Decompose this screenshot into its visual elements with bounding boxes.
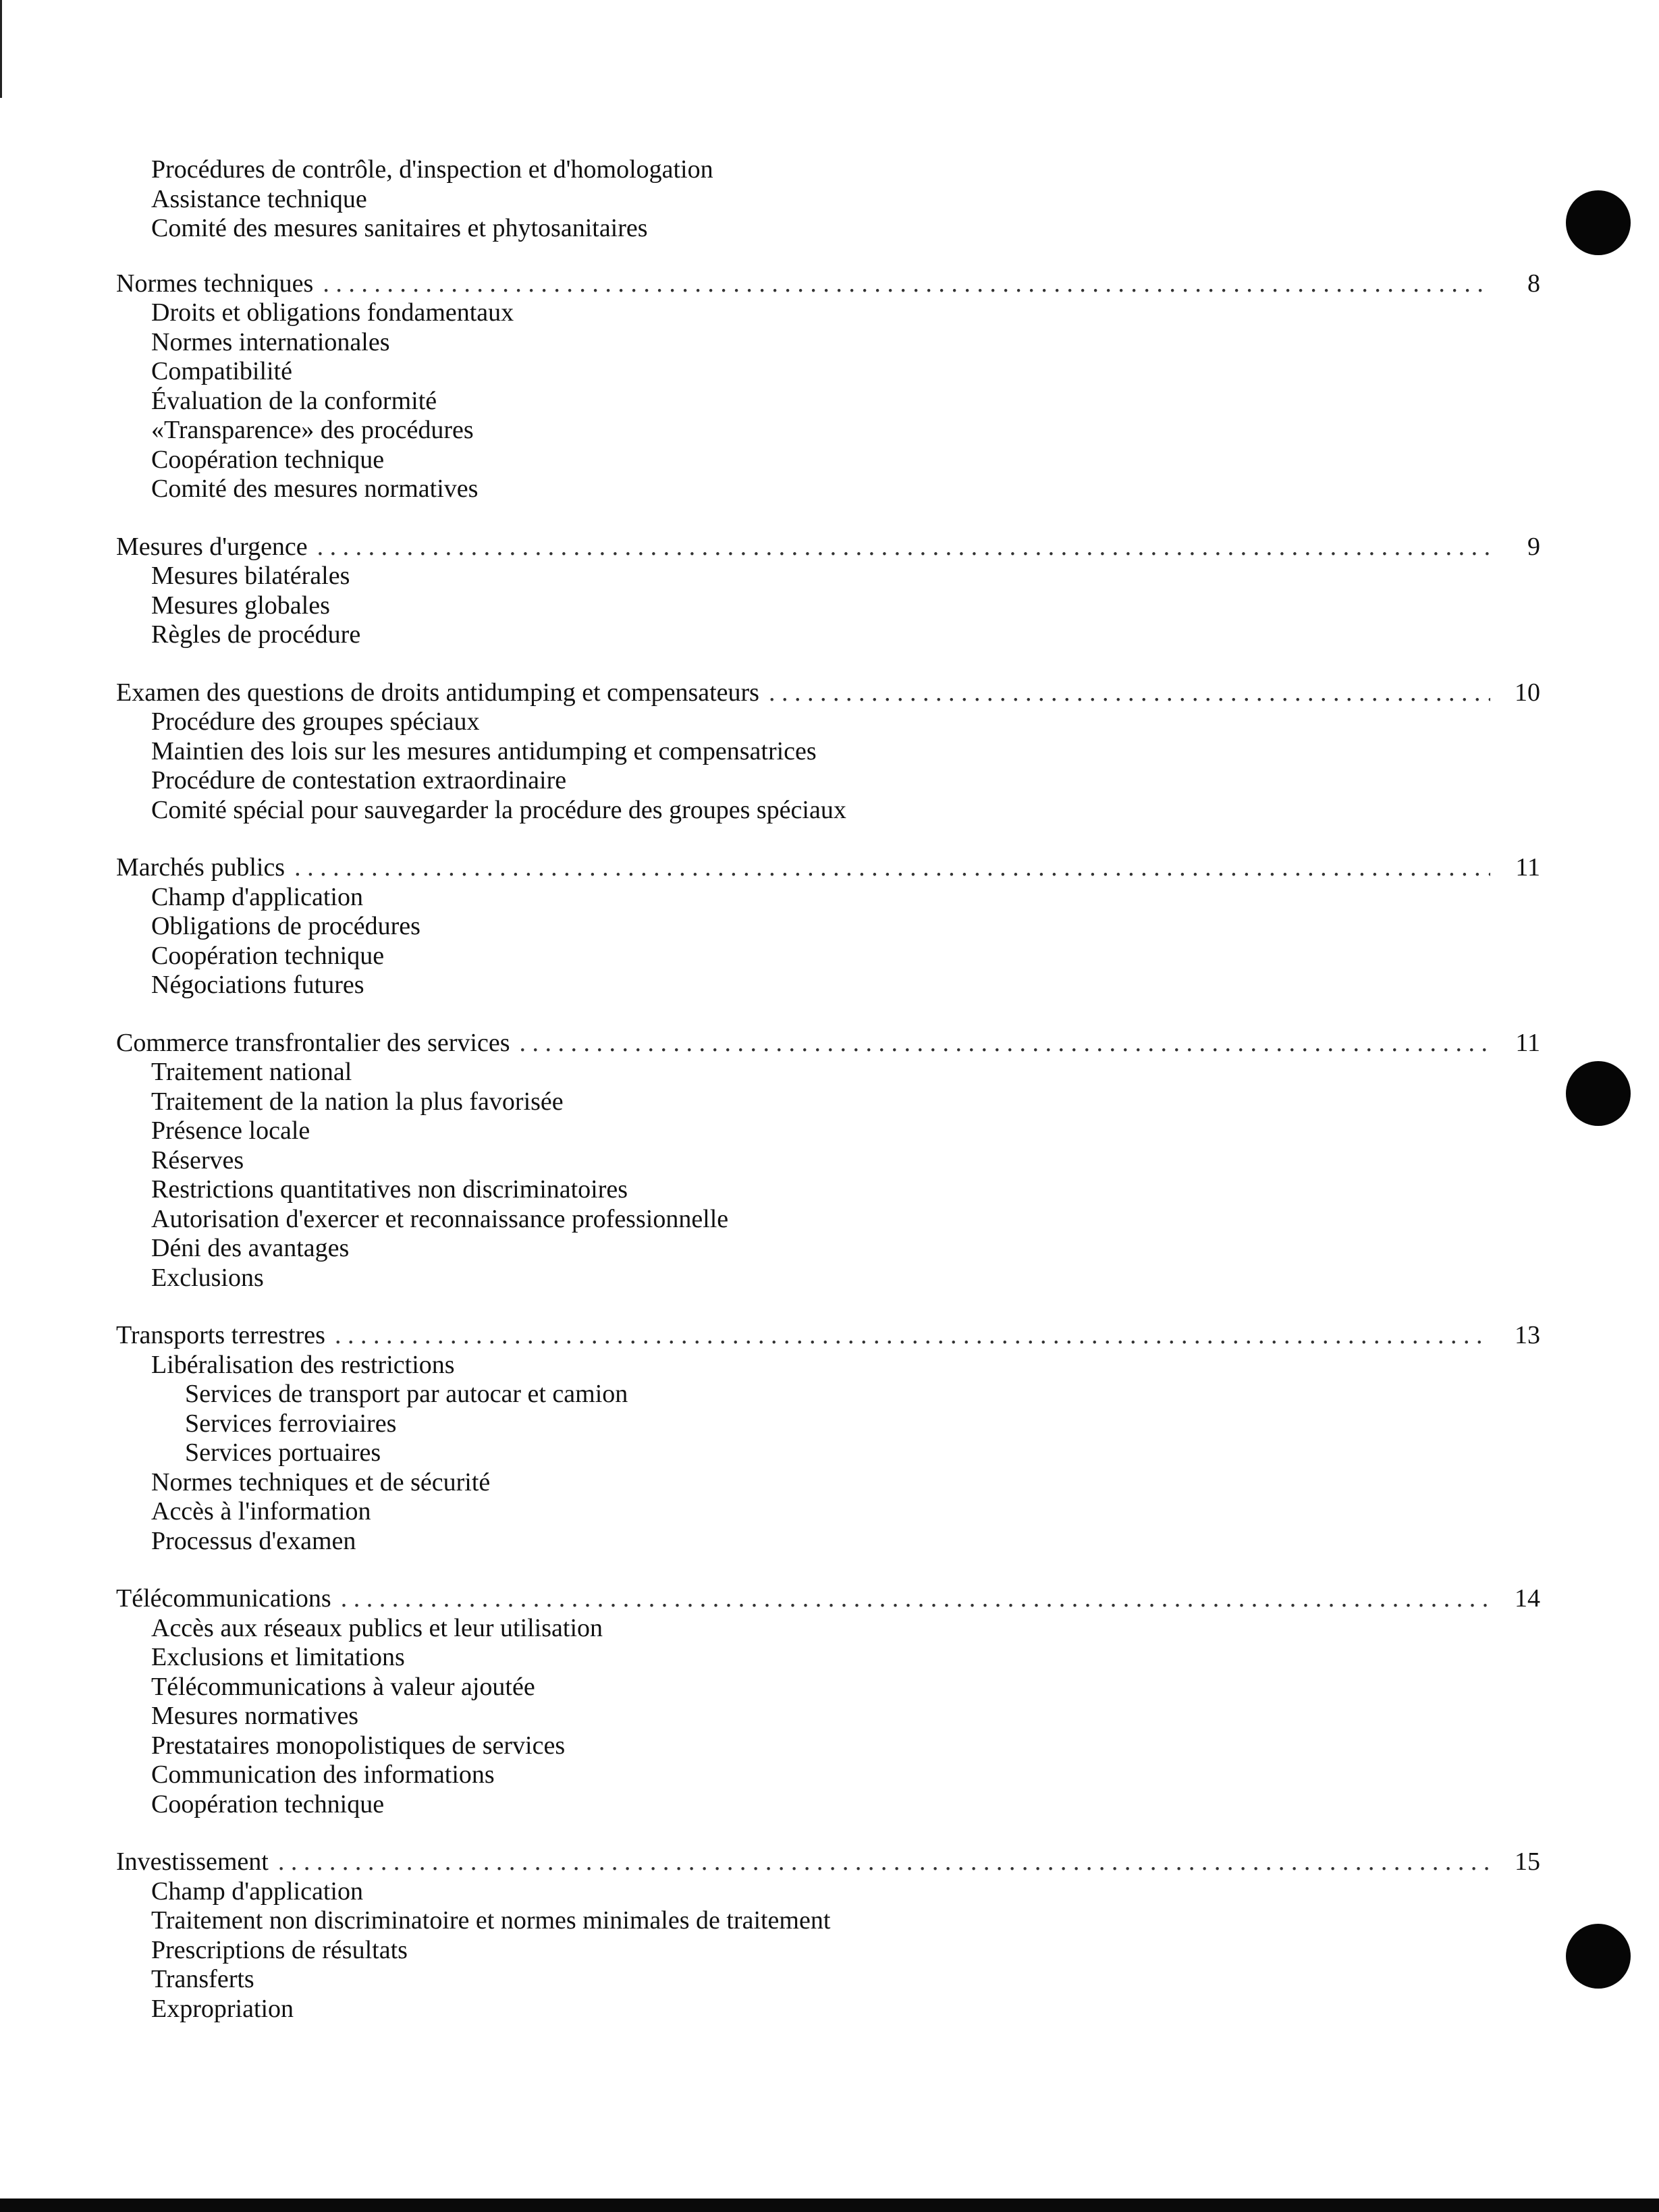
toc-item[interactable]: Communication des informations: [151, 1760, 495, 1789]
toc-item[interactable]: Coopération technique: [151, 941, 385, 970]
toc-item[interactable]: Évaluation de la conformité: [151, 386, 437, 415]
page-number: 13: [1515, 1321, 1540, 1349]
page-number: 9: [1527, 532, 1540, 561]
toc-heading: Marchés publics: [116, 853, 285, 882]
dot-leader: [769, 678, 1490, 708]
toc-heading: Transports terrestres: [116, 1321, 325, 1349]
punch-hole: [1566, 190, 1631, 255]
toc-heading-row[interactable]: [116, 678, 1540, 708]
toc-subitem[interactable]: Services de transport par autocar et camion: [185, 1380, 628, 1408]
toc-item[interactable]: Prescriptions de résultats: [151, 1935, 408, 1964]
toc-heading-row[interactable]: [116, 1321, 1540, 1351]
toc-heading: Examen des questions de droits antidumping et compensateurs: [116, 678, 759, 707]
toc-section: [116, 269, 1540, 504]
toc-item[interactable]: Coopération technique: [151, 1789, 385, 1818]
toc-item[interactable]: Procédure des groupes spéciaux: [151, 707, 480, 736]
toc-heading: Normes techniques: [116, 269, 314, 298]
page-number: 11: [1515, 1028, 1540, 1057]
toc-item[interactable]: Comité des mesures normatives: [151, 475, 479, 503]
scan-edge-mark: [0, 0, 2, 98]
toc-section: [116, 1584, 1540, 1819]
toc-section: [116, 678, 1540, 826]
toc-item[interactable]: Accès aux réseaux publics et leur utilisation: [151, 1613, 603, 1642]
toc-item[interactable]: Mesures bilatérales: [151, 562, 350, 590]
toc-heading: Mesures d'urgence: [116, 532, 308, 561]
toc-item[interactable]: Mesures globales: [151, 591, 330, 620]
toc-item[interactable]: Mesures normatives: [151, 1702, 359, 1730]
toc-heading-row[interactable]: [116, 1029, 1540, 1058]
continued-items: [116, 155, 1540, 244]
toc-section: [116, 1847, 1540, 2024]
toc-heading: Commerce transfrontalier des services: [116, 1028, 510, 1057]
toc-section: [116, 533, 1540, 650]
toc-item[interactable]: Champ d'application: [151, 1877, 363, 1906]
toc-item[interactable]: Accès à l'information: [151, 1497, 371, 1526]
toc-item[interactable]: Normes techniques et de sécurité: [151, 1467, 491, 1496]
toc-item[interactable]: Traitement non discriminatoire et normes minimales de traitement: [151, 1906, 831, 1935]
toc-item[interactable]: Réserves: [151, 1145, 244, 1175]
page-number: 14: [1515, 1584, 1540, 1613]
dot-leader: [317, 533, 1490, 562]
toc-heading-row[interactable]: [116, 269, 1540, 299]
dot-leader: [278, 1847, 1490, 1877]
toc-item[interactable]: Procédures de contrôle, d'inspection et d'homologation: [151, 155, 713, 184]
toc-item[interactable]: Télécommunications à valeur ajoutée: [151, 1672, 535, 1701]
toc-item[interactable]: Restrictions quantitatives non discriminatoires: [151, 1175, 628, 1204]
toc-item[interactable]: Transferts: [151, 1965, 254, 1993]
toc-item[interactable]: Droits et obligations fondamentaux: [151, 298, 514, 327]
toc-heading-row[interactable]: [116, 1847, 1540, 1877]
toc-item[interactable]: Traitement de la nation la plus favorisée: [151, 1087, 564, 1116]
page-number: 8: [1527, 269, 1540, 298]
toc-subitem[interactable]: Services ferroviaires: [185, 1409, 397, 1438]
toc-item[interactable]: Assistance technique: [151, 184, 367, 213]
toc-item[interactable]: Champ d'application: [151, 882, 363, 911]
toc-section: [116, 1321, 1540, 1556]
toc-heading-row[interactable]: [116, 533, 1540, 562]
toc-item[interactable]: Maintien des lois sur les mesures antidumping et compensatrices: [151, 736, 817, 765]
toc-item[interactable]: Processus d'examen: [151, 1526, 356, 1555]
toc-item[interactable]: Règles de procédure: [151, 620, 361, 649]
dot-leader: [323, 269, 1490, 299]
toc-item[interactable]: Autorisation d'exercer et reconnaissance professionnelle: [151, 1204, 729, 1233]
dot-leader: [520, 1029, 1491, 1058]
table-of-contents: [116, 155, 1540, 2052]
dot-leader: [294, 853, 1490, 883]
toc-item[interactable]: Exclusions: [151, 1263, 264, 1292]
toc-section: [116, 853, 1540, 1000]
punch-hole: [1566, 1061, 1631, 1126]
toc-item[interactable]: Coopération technique: [151, 445, 385, 474]
page-number: 10: [1515, 678, 1540, 707]
page-number: 11: [1515, 853, 1540, 882]
toc-item[interactable]: Procédure de contestation extraordinaire: [151, 766, 567, 794]
toc-heading-row[interactable]: [116, 853, 1540, 883]
toc-item[interactable]: Comité spécial pour sauvegarder la procédure des groupes spéciaux: [151, 795, 846, 824]
toc-item[interactable]: Expropriation: [151, 1994, 294, 2023]
toc-heading: Investissement: [116, 1847, 269, 1876]
toc-item[interactable]: Déni des avantages: [151, 1234, 350, 1262]
toc-item[interactable]: Négociations futures: [151, 971, 364, 999]
toc-subitem[interactable]: Services portuaires: [185, 1438, 381, 1467]
toc-item[interactable]: Libéralisation des restrictions: [151, 1350, 455, 1379]
toc-item[interactable]: Présence locale: [151, 1116, 310, 1145]
punch-hole: [1566, 1924, 1631, 1989]
toc-section: [116, 1029, 1540, 1293]
toc-heading: Télécommunications: [116, 1584, 331, 1613]
toc-item[interactable]: «Transparence» des procédures: [151, 416, 474, 444]
toc-item[interactable]: Normes internationales: [151, 327, 390, 356]
scan-bottom-edge: [0, 2198, 1659, 2212]
page-number: 15: [1515, 1847, 1540, 1876]
dot-leader: [335, 1321, 1490, 1351]
toc-item[interactable]: Obligations de procédures: [151, 912, 420, 940]
toc-item[interactable]: Compatibilité: [151, 357, 292, 385]
toc-item[interactable]: Exclusions et limitations: [151, 1643, 405, 1671]
dot-leader: [341, 1584, 1490, 1614]
toc-item[interactable]: Traitement national: [151, 1058, 352, 1086]
toc-heading-row[interactable]: [116, 1584, 1540, 1614]
toc-item[interactable]: Prestataires monopolistiques de services: [151, 1731, 566, 1760]
toc-item[interactable]: Comité des mesures sanitaires et phytosanitaires: [151, 214, 648, 242]
